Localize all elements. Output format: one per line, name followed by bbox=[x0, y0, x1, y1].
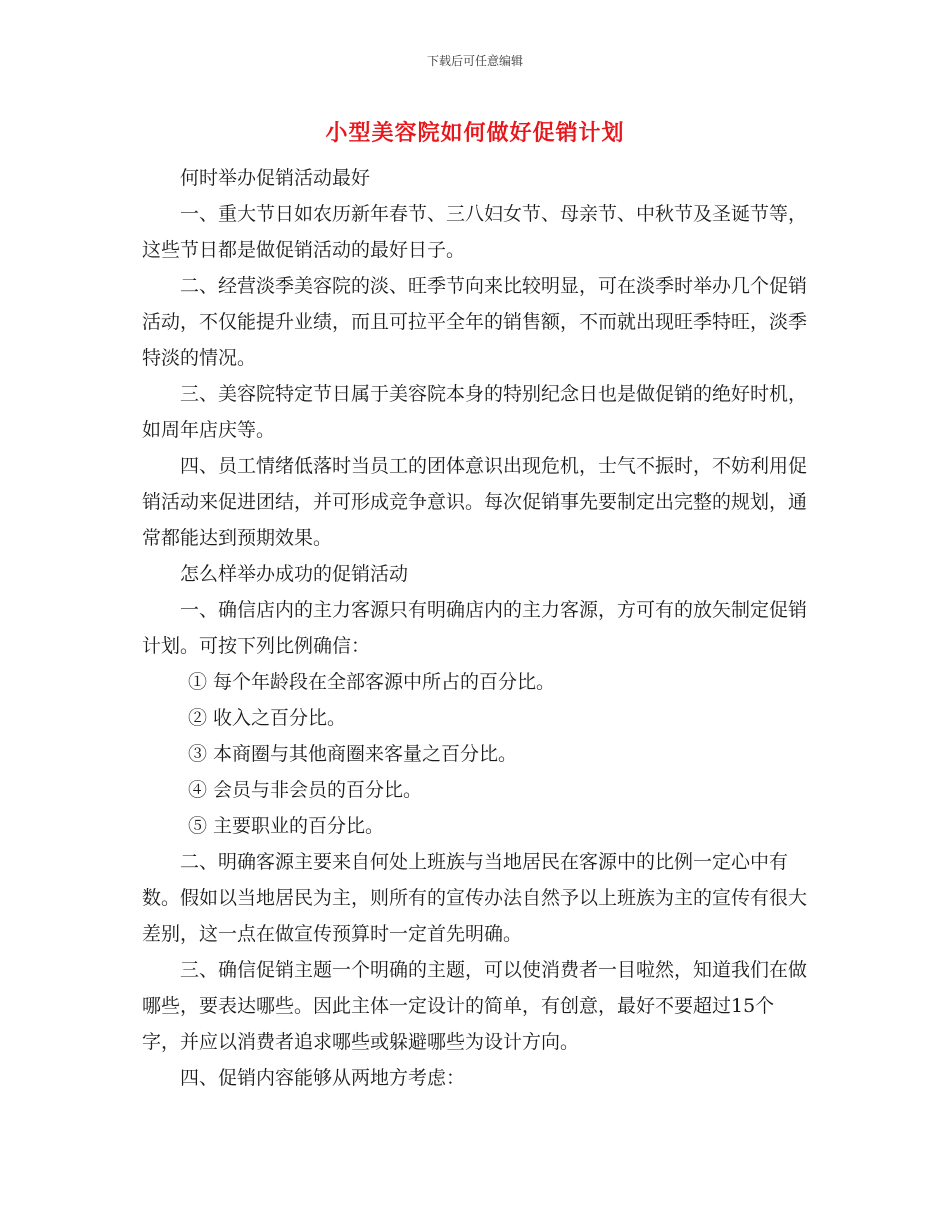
list-item: ② 收入之百分比。 bbox=[188, 707, 347, 729]
section-heading-how: 怎么样举办成功的促销活动 bbox=[180, 563, 409, 585]
section-heading-when: 何时举办促销活动最好 bbox=[180, 167, 371, 189]
list-item: ④ 会员与非会员的百分比。 bbox=[188, 779, 423, 801]
list-item: ⑤ 主要职业的百分比。 bbox=[188, 815, 385, 837]
paragraph-holidays: 一、重大节日如农历新年春节、三八妇女节、母亲节、中秋节及圣诞节等，这些节日都是做促销活动的最好日子。 bbox=[142, 203, 808, 261]
paragraph-staff-morale: 四、员工情绪低落时当员工的团体意识出现危机，士气不振时，不妨利用促销活动来促进团结，并可形成竞争意识。每次促销事先要制定出完整的规划，通常都能达到预期效果。 bbox=[142, 455, 808, 549]
page-header-note: 下载后可任意编辑 bbox=[426, 54, 523, 68]
paragraph-promo-content: 四、促销内容能够从两地方考虑： bbox=[180, 1067, 466, 1089]
paragraph-promo-theme: 三、确信促销主题一个明确的主题，可以使消费者一目啦然，知道我们在做哪些，要表达哪些。因此主体一定设计的简单，有创意，最好不要超过15个字，并应以消费者追求哪些或躲避哪些为设计方向。 bbox=[142, 959, 808, 1053]
document-body bbox=[142, 160, 812, 1096]
paragraph-anniversary: 三、美容院特定节日属于美容院本身的特别纪念日也是做促销的绝好时机，如周年店庆等。 bbox=[142, 383, 808, 441]
paragraph-client-source: 二、明确客源主要来自何处上班族与当地居民在客源中的比例一定心中有数。假如以当地居民为主，则所有的宣传办法自然予以上班族为主的宣传有很大差别，这一点在做宣传预算时一定首先明确。 bbox=[142, 851, 808, 945]
paragraph-main-clientele: 一、确信店内的主力客源只有明确店内的主力客源，方可有的放矢制定促销计划。可按下列比例确信： bbox=[142, 599, 808, 657]
paragraph-off-season: 二、经营淡季美容院的淡、旺季节向来比较明显，可在淡季时举办几个促销活动，不仅能提升业绩，而且可拉平全年的销售额，不而就出现旺季特旺，淡季特淡的情况。 bbox=[142, 275, 808, 369]
list-item: ① 每个年龄段在全部客源中所占的百分比。 bbox=[188, 671, 556, 693]
list-item: ③ 本商圈与其他商圈来客量之百分比。 bbox=[188, 743, 518, 765]
document-title: 小型美容院如何做好促销计划 bbox=[325, 121, 625, 146]
